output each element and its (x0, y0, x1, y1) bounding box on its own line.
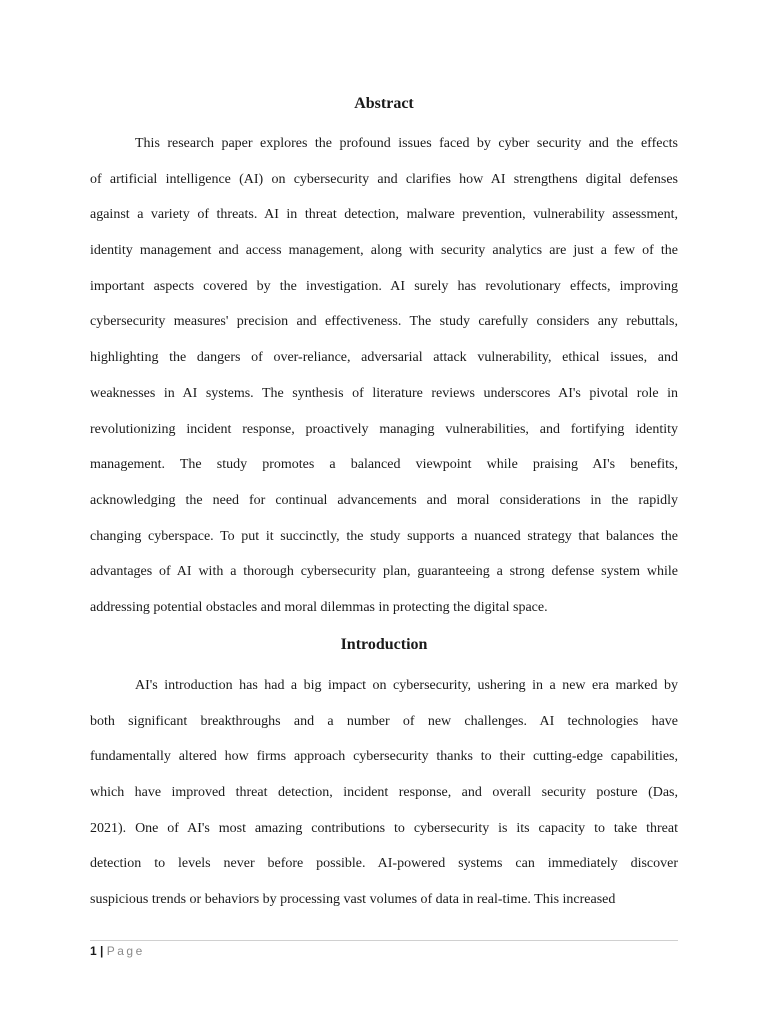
introduction-line: both significant breakthroughs and a number of new challenges. AI technologies have (90, 713, 678, 729)
introduction-paragraph (90, 668, 678, 918)
abstract-paragraph (90, 126, 678, 626)
abstract-line: changing cyberspace. To put it succinctly, the study supports a nuanced strategy that balances the (90, 528, 678, 544)
abstract-heading: Abstract (354, 95, 414, 112)
introduction-line: 2021). One of AI's most amazing contributions to cybersecurity is its capacity to take threat (90, 820, 678, 836)
abstract-line: This research paper explores the profound issues faced by cyber security and the effects (135, 136, 678, 151)
page-footer (90, 943, 145, 959)
abstract-line: identity management and access management, along with security analytics are just a few of the (90, 243, 678, 259)
abstract-line: advantages of AI with a thorough cybersecurity plan, guaranteeing a strong defense system while (90, 564, 678, 580)
introduction-heading: Introduction (340, 636, 428, 653)
footer-divider (90, 940, 678, 941)
abstract-line: important aspects covered by the investigation. AI surely has revolutionary effects, improving (90, 278, 678, 294)
page-label: Page (106, 944, 145, 958)
abstract-line: acknowledging the need for continual advancements and moral considerations in the rapidly (90, 492, 678, 508)
abstract-line: cybersecurity measures' precision and effectiveness. The study carefully considers any rebuttals, (90, 314, 678, 330)
introduction-line: fundamentally altered how firms approach cybersecurity thanks to their cutting-edge capabilities, (90, 749, 678, 765)
abstract-line: management. The study promotes a balanced viewpoint while praising AI's benefits, (90, 457, 678, 473)
introduction-line: suspicious trends or behaviors by processing vast volumes of data in real-time. This increased (90, 892, 616, 908)
abstract-line: highlighting the dangers of over-reliance, adversarial attack vulnerability, ethical issues, and (90, 350, 678, 366)
abstract-line: of artificial intelligence (AI) on cybersecurity and clarifies how AI strengthens digital defenses (90, 171, 678, 187)
introduction-line: detection to levels never before possible. AI-powered systems can immediately discover (90, 856, 678, 872)
abstract-line: addressing potential obstacles and moral dilemmas in protecting the digital space. (90, 599, 548, 615)
page-number: 1 (90, 944, 97, 958)
abstract-line: weaknesses in AI systems. The synthesis of literature reviews underscores AI's pivotal role in (90, 385, 678, 401)
abstract-line: revolutionizing incident response, proactively managing vulnerabilities, and fortifying identity (90, 421, 678, 437)
abstract-line: against a variety of threats. AI in threat detection, malware prevention, vulnerability assessment, (90, 207, 678, 223)
introduction-line: AI's introduction has had a big impact on cybersecurity, ushering in a new era marked by (135, 678, 678, 693)
introduction-line: which have improved threat detection, incident response, and overall security posture (Das, (90, 785, 678, 801)
footer-separator: | (100, 944, 104, 958)
